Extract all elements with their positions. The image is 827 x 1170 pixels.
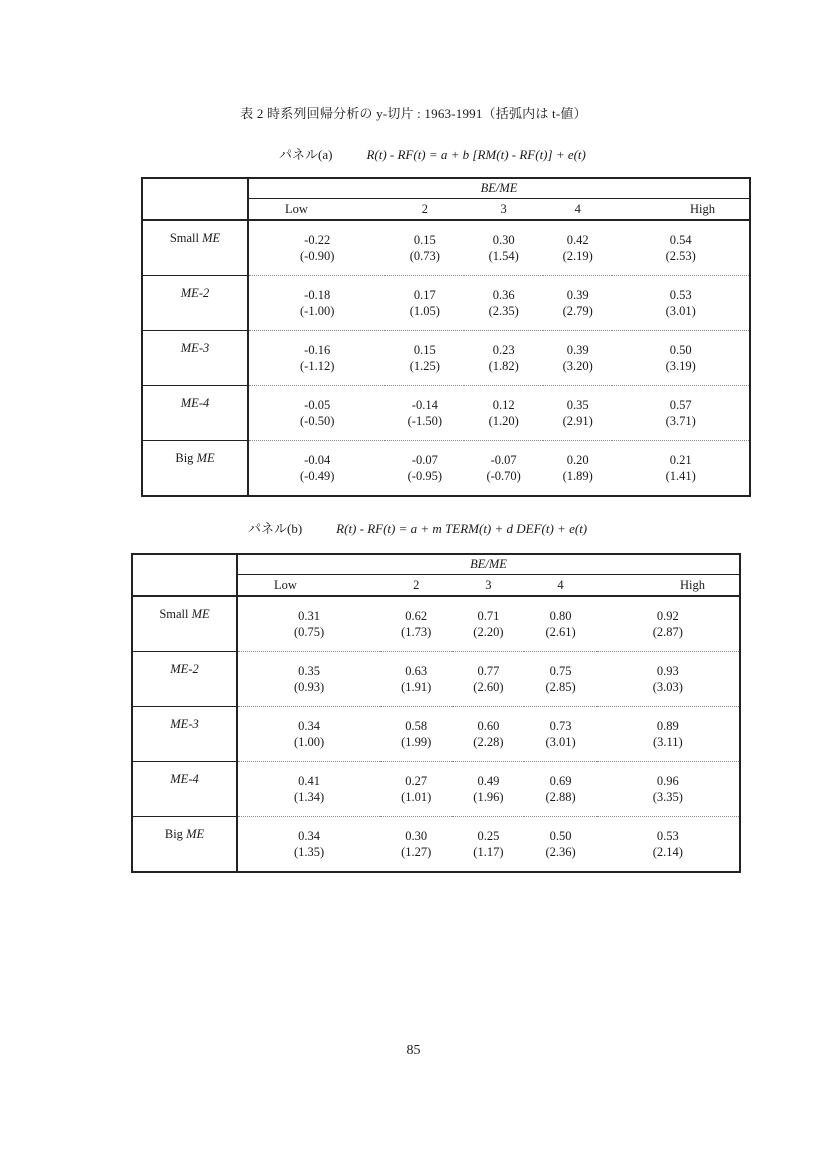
row-label: [142, 386, 248, 441]
t-value: (2.85): [545, 680, 576, 694]
data-cell: [380, 817, 452, 873]
column-header: 4: [524, 575, 596, 597]
data-cell: [380, 707, 452, 762]
intercept-value: 0.39: [566, 343, 589, 357]
t-value: (2.61): [545, 625, 576, 639]
intercept-value: 0.50: [549, 829, 572, 843]
data-cell: [524, 596, 596, 652]
intercept-value: 0.49: [477, 774, 500, 788]
row-label-me: ME: [186, 827, 205, 841]
t-value: (1.73): [401, 625, 432, 639]
intercept-value: -0.07: [490, 453, 517, 467]
table-row: [132, 596, 740, 652]
data-cell: [464, 276, 543, 331]
intercept-value: 0.23: [492, 343, 515, 357]
t-value: (0.75): [293, 625, 325, 639]
intercept-value: 0.57: [669, 398, 692, 412]
table-row: [142, 441, 750, 497]
data-cell: [237, 762, 380, 817]
intercept-value: 0.17: [413, 288, 436, 302]
intercept-value: 0.27: [405, 774, 428, 788]
data-cell: [524, 707, 596, 762]
row-label-text: Big: [175, 451, 197, 465]
table-caption: 表 2 時系列回帰分析の y-切片 : 1963-1991（括弧内は t-値）: [240, 106, 587, 121]
panel-a-table: [141, 177, 751, 497]
intercept-value: -0.07: [411, 453, 438, 467]
data-cell: [464, 220, 543, 276]
be-me-header: BE/ME: [248, 178, 750, 199]
data-cell: [612, 276, 750, 331]
t-value: (2.53): [665, 249, 696, 263]
intercept-value: 0.34: [298, 829, 320, 843]
column-header: High: [612, 199, 750, 221]
data-cell: [385, 441, 464, 497]
row-label-me: ME-3: [170, 717, 199, 731]
intercept-value: 0.41: [298, 774, 320, 788]
data-cell: [543, 331, 612, 386]
intercept-value: 0.69: [549, 774, 572, 788]
t-value: (1.54): [488, 249, 519, 263]
data-cell: [452, 762, 524, 817]
data-cell: [597, 652, 740, 707]
row-label-me: ME: [202, 231, 221, 245]
t-value: (2.87): [652, 625, 683, 639]
t-value: (2.36): [545, 845, 576, 859]
data-cell: [248, 441, 385, 497]
panel-b-heading: [248, 518, 587, 537]
t-value: (1.96): [473, 790, 504, 804]
row-label-me: ME: [196, 451, 215, 465]
data-cell: [524, 817, 596, 873]
data-cell: [237, 652, 380, 707]
panel-a-equation: R(t) - RF(t) = a + b [RM(t) - RF(t)] + e(t): [366, 147, 586, 162]
data-cell: [543, 276, 612, 331]
data-cell: [524, 652, 596, 707]
t-value: (2.14): [652, 845, 683, 859]
intercept-value: 0.39: [566, 288, 589, 302]
intercept-value: 0.15: [413, 233, 436, 247]
intercept-value: 0.80: [549, 609, 572, 623]
column-header: 2: [385, 199, 464, 221]
t-value: (-1.50): [407, 414, 443, 428]
t-value: (-0.70): [486, 469, 521, 483]
intercept-value: 0.54: [669, 233, 692, 247]
data-cell: [452, 707, 524, 762]
t-value: (-0.50): [300, 414, 335, 428]
page-number: 85: [406, 1043, 421, 1058]
t-value: (1.91): [401, 680, 432, 694]
table-corner: [132, 554, 237, 596]
intercept-value: 0.89: [656, 719, 679, 733]
t-value: (3.11): [652, 735, 683, 749]
intercept-value: 0.30: [492, 233, 515, 247]
intercept-value: 0.63: [405, 664, 428, 678]
data-cell: [464, 386, 543, 441]
intercept-value: 0.93: [656, 664, 679, 678]
t-value: (1.05): [409, 304, 440, 318]
t-value: (2.19): [562, 249, 593, 263]
column-header: 2: [380, 575, 452, 597]
t-value: (1.00): [293, 735, 325, 749]
data-cell: [464, 331, 543, 386]
data-cell: [380, 762, 452, 817]
intercept-value: -0.14: [411, 398, 438, 412]
intercept-value: 0.53: [669, 288, 692, 302]
t-value: (-0.95): [407, 469, 443, 483]
column-header: Low: [248, 199, 385, 221]
table-row: [132, 762, 740, 817]
intercept-value: 0.60: [477, 719, 500, 733]
row-label: [142, 276, 248, 331]
data-cell: [237, 817, 380, 873]
row-label-text: Small: [169, 231, 203, 245]
row-label: [142, 441, 248, 497]
intercept-value: 0.36: [492, 288, 515, 302]
intercept-value: 0.58: [405, 719, 428, 733]
intercept-value: 0.35: [298, 664, 320, 678]
row-label: [132, 596, 237, 652]
t-value: (-0.90): [300, 249, 335, 263]
row-label-me: ME-4: [180, 396, 210, 410]
column-header: 3: [464, 199, 543, 221]
be-me-header: BE/ME: [237, 554, 740, 575]
data-cell: [597, 762, 740, 817]
panel-a-heading: [279, 144, 586, 163]
t-value: (2.60): [473, 680, 504, 694]
intercept-value: 0.71: [477, 609, 500, 623]
panel-b-table: [131, 553, 741, 873]
data-cell: [543, 441, 612, 497]
table-row: [142, 220, 750, 276]
t-value: (2.20): [473, 625, 504, 639]
intercept-value: 0.50: [669, 343, 692, 357]
data-cell: [380, 596, 452, 652]
t-value: (3.35): [652, 790, 683, 804]
row-label: [132, 762, 237, 817]
data-cell: [543, 386, 612, 441]
table-row: [142, 386, 750, 441]
data-cell: [612, 220, 750, 276]
t-value: (2.28): [473, 735, 504, 749]
intercept-value: 0.73: [549, 719, 572, 733]
t-value: (1.99): [401, 735, 432, 749]
t-value: (-0.49): [300, 469, 335, 483]
data-cell: [597, 596, 740, 652]
intercept-value: 0.15: [413, 343, 436, 357]
t-value: (1.27): [401, 845, 432, 859]
data-cell: [237, 707, 380, 762]
panel-a-label: パネル(a): [279, 147, 333, 162]
column-header: 4: [543, 199, 612, 221]
intercept-value: 0.34: [298, 719, 320, 733]
row-label-text: Big: [164, 827, 187, 841]
intercept-value: -0.22: [304, 233, 331, 247]
row-label-me: ME: [191, 607, 210, 621]
row-label: [132, 817, 237, 873]
column-header: Low: [237, 575, 380, 597]
row-label: [132, 707, 237, 762]
intercept-value: -0.18: [304, 288, 331, 302]
table-row: [132, 707, 740, 762]
intercept-value: -0.04: [304, 453, 331, 467]
t-value: (1.17): [473, 845, 504, 859]
t-value: (0.93): [293, 680, 325, 694]
data-cell: [543, 220, 612, 276]
row-label-text: Small: [159, 607, 192, 621]
intercept-value: 0.96: [656, 774, 679, 788]
data-cell: [612, 331, 750, 386]
t-value: (1.35): [293, 845, 325, 859]
data-cell: [385, 331, 464, 386]
table-row: [132, 817, 740, 873]
data-cell: [248, 386, 385, 441]
row-label: [142, 220, 248, 276]
data-cell: [385, 276, 464, 331]
intercept-value: 0.30: [405, 829, 428, 843]
panel-b-equation: R(t) - RF(t) = a + m TERM(t) + d DEF(t) + e(t): [336, 521, 588, 536]
data-cell: [597, 707, 740, 762]
intercept-value: 0.20: [566, 453, 589, 467]
row-label: [132, 652, 237, 707]
data-cell: [248, 220, 385, 276]
column-header: 3: [452, 575, 524, 597]
intercept-value: 0.25: [477, 829, 500, 843]
row-label-me: ME-3: [180, 341, 210, 355]
intercept-value: 0.12: [492, 398, 515, 412]
data-cell: [248, 331, 385, 386]
data-cell: [452, 817, 524, 873]
t-value: (1.89): [562, 469, 593, 483]
t-value: (2.91): [562, 414, 593, 428]
t-value: (1.20): [488, 414, 519, 428]
row-label-me: ME-2: [170, 662, 199, 676]
row-label: [142, 331, 248, 386]
data-cell: [248, 276, 385, 331]
t-value: (2.35): [488, 304, 519, 318]
data-cell: [612, 441, 750, 497]
data-cell: [237, 596, 380, 652]
table-row: [142, 276, 750, 331]
t-value: (1.34): [293, 790, 325, 804]
t-value: (2.79): [562, 304, 593, 318]
t-value: (3.19): [665, 359, 696, 373]
panel-b-label: パネル(b): [248, 521, 303, 536]
t-value: (3.01): [665, 304, 696, 318]
data-cell: [464, 441, 543, 497]
intercept-value: 0.42: [566, 233, 589, 247]
data-cell: [612, 386, 750, 441]
data-cell: [452, 652, 524, 707]
data-cell: [452, 596, 524, 652]
t-value: (1.41): [665, 469, 696, 483]
t-value: (2.88): [545, 790, 576, 804]
table-row: [132, 652, 740, 707]
intercept-value: 0.53: [656, 829, 679, 843]
t-value: (1.82): [488, 359, 519, 373]
table-corner: [142, 178, 248, 220]
intercept-value: -0.16: [304, 343, 331, 357]
t-value: (1.25): [409, 359, 440, 373]
intercept-value: 0.31: [298, 609, 320, 623]
t-value: (1.01): [401, 790, 432, 804]
data-cell: [524, 762, 596, 817]
column-header: High: [597, 575, 740, 597]
row-label-me: ME-4: [170, 772, 199, 786]
t-value: (-1.00): [300, 304, 335, 318]
intercept-value: 0.92: [656, 609, 679, 623]
table-row: [142, 331, 750, 386]
data-cell: [597, 817, 740, 873]
intercept-value: 0.77: [477, 664, 500, 678]
row-label-me: ME-2: [180, 286, 210, 300]
intercept-value: 0.21: [669, 453, 692, 467]
intercept-value: 0.35: [566, 398, 589, 412]
t-value: (3.03): [652, 680, 683, 694]
t-value: (-1.12): [300, 359, 335, 373]
intercept-value: 0.75: [549, 664, 572, 678]
t-value: (3.71): [665, 414, 696, 428]
t-value: (0.73): [409, 249, 440, 263]
data-cell: [380, 652, 452, 707]
data-cell: [385, 220, 464, 276]
data-cell: [385, 386, 464, 441]
intercept-value: 0.62: [405, 609, 428, 623]
t-value: (3.01): [545, 735, 576, 749]
t-value: (3.20): [562, 359, 593, 373]
intercept-value: -0.05: [304, 398, 331, 412]
